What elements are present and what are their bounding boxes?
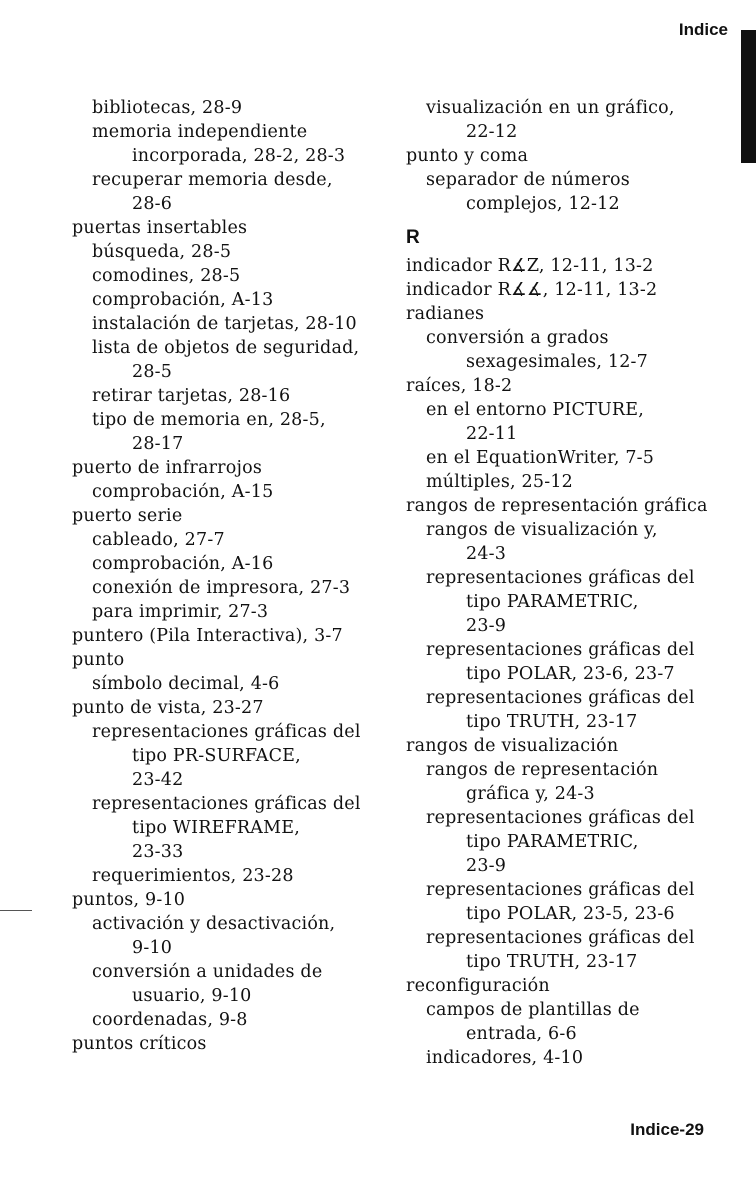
index-subentry: representaciones gráficas del	[426, 880, 695, 900]
index-entry: rangos de visualización	[406, 736, 619, 756]
index-entry: radianes	[406, 304, 485, 324]
index-subentry: comprobación, A-16	[92, 554, 274, 574]
index-subentry: memoria independiente	[92, 122, 308, 142]
index-subentry: representaciones gráficas del	[426, 568, 695, 588]
index-subentry: tipo POLAR, 23-6, 23-7	[466, 664, 675, 684]
index-subentry: instalación de tarjetas, 28-10	[92, 314, 357, 334]
index-subentry: tipo PARAMETRIC,	[466, 832, 639, 852]
index-entry: punto	[72, 650, 125, 670]
index-subentry: representaciones gráficas del	[426, 808, 695, 828]
index-subentry: rangos de visualización y,	[426, 520, 658, 540]
index-subentry: búsqueda, 28-5	[92, 242, 232, 262]
index-entry: indicador R∡∡, 12-11, 13-2	[406, 280, 658, 300]
index-subentry: comprobación, A-13	[92, 290, 274, 310]
index-subentry: representaciones gráficas del	[426, 640, 695, 660]
index-subentry: representaciones gráficas del	[426, 688, 695, 708]
index-subentry: representaciones gráficas del	[426, 928, 695, 948]
index-subentry: conversión a grados	[426, 328, 609, 348]
index-subentry: 23-9	[466, 616, 507, 636]
index-subentry: lista de objetos de seguridad,	[92, 338, 360, 358]
index-subentry: tipo POLAR, 23-5, 23-6	[466, 904, 675, 924]
running-header: Indice	[678, 20, 728, 39]
index-subentry: tipo de memoria en, 28-5,	[92, 410, 326, 430]
index-entry: punto de vista, 23-27	[72, 698, 264, 718]
index-subentry: 9-10	[132, 938, 173, 958]
index-entry: rangos de representación gráfica	[406, 496, 708, 516]
margin-mark	[0, 910, 32, 911]
index-entry: indicador R∡Z, 12-11, 13-2	[406, 256, 654, 276]
index-entry: puntos, 9-10	[72, 890, 186, 910]
index-entry: reconfiguración	[406, 976, 550, 996]
index-subentry: sexagesimales, 12-7	[466, 352, 648, 372]
index-subentry: tipo PR-SURFACE,	[132, 746, 301, 766]
index-subentry: conexión de impresora, 27-3	[92, 578, 351, 598]
index-subentry: 24-3	[466, 544, 507, 564]
index-subentry: requerimientos, 23-28	[92, 866, 294, 886]
index-subentry: recuperar memoria desde,	[92, 170, 333, 190]
index-entry: puntos críticos	[72, 1034, 207, 1054]
index-subentry: representaciones gráficas del	[92, 722, 361, 742]
thumb-index-tab	[741, 30, 756, 163]
index-entry: punto y coma	[406, 146, 529, 166]
index-subentry: tipo TRUTH, 23-17	[466, 952, 638, 972]
index-subentry: 23-42	[132, 770, 184, 790]
index-subentry: tipo PARAMETRIC,	[466, 592, 639, 612]
index-subentry: conversión a unidades de	[92, 962, 323, 982]
index-subentry: rangos de representación	[426, 760, 659, 780]
index-subentry: 22-11	[466, 424, 518, 444]
index-subentry: gráfica y, 24-3	[466, 784, 595, 804]
index-entry: puertas insertables	[72, 218, 248, 238]
index-subentry: tipo TRUTH, 23-17	[466, 712, 638, 732]
section-heading: R	[406, 227, 420, 248]
index-subentry: tipo WIREFRAME,	[132, 818, 300, 838]
index-subentry: 23-9	[466, 856, 507, 876]
index-subentry: cableado, 27-7	[92, 530, 225, 550]
index-subentry: 23-33	[132, 842, 184, 862]
index-subentry: bibliotecas, 28-9	[92, 98, 243, 118]
index-subentry: 22-12	[466, 122, 518, 142]
index-subentry: incorporada, 28-2, 28-3	[132, 146, 346, 166]
index-column-right	[406, 96, 706, 1070]
index-subentry: múltiples, 25-12	[426, 472, 574, 492]
index-entry: puerto de infrarrojos	[72, 458, 263, 478]
index-entry: raíces, 18-2	[406, 376, 513, 396]
index-subentry: 28-5	[132, 362, 173, 382]
index-subentry: retirar tarjetas, 28-16	[92, 386, 291, 406]
index-subentry: visualización en un gráfico,	[426, 98, 675, 118]
index-entry: puerto serie	[72, 506, 183, 526]
index-subentry: usuario, 9-10	[132, 986, 252, 1006]
index-entry: puntero (Pila Interactiva), 3-7	[72, 626, 343, 646]
index-subentry: para imprimir, 27-3	[92, 602, 269, 622]
index-subentry: coordenadas, 9-8	[92, 1010, 248, 1030]
index-column-left	[72, 96, 372, 1056]
index-subentry: en el entorno PICTURE,	[426, 400, 645, 420]
index-subentry: en el EquationWriter, 7-5	[426, 448, 655, 468]
index-subentry: símbolo decimal, 4-6	[92, 674, 280, 694]
index-subentry: campos de plantillas de	[426, 1000, 640, 1020]
index-subentry: 28-6	[132, 194, 173, 214]
index-subentry: activación y desactivación,	[92, 914, 336, 934]
index-subentry: entrada, 6-6	[466, 1024, 577, 1044]
index-subentry: comprobación, A-15	[92, 482, 274, 502]
index-subentry: representaciones gráficas del	[92, 794, 361, 814]
page-number: Indice-29	[630, 1120, 704, 1139]
index-subentry: separador de números	[426, 170, 630, 190]
index-subentry: 28-17	[132, 434, 184, 454]
index-subentry: indicadores, 4-10	[426, 1048, 584, 1068]
index-subentry: comodines, 28-5	[92, 266, 241, 286]
index-subentry: complejos, 12-12	[466, 194, 620, 214]
